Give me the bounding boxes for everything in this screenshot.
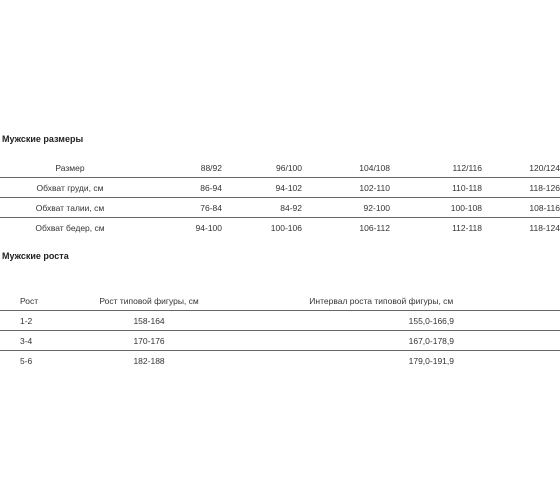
table-cell: 3-4 [0, 331, 96, 351]
table-cell: 110-118 [390, 178, 482, 198]
table-cell: 5-6 [20, 355, 33, 366]
mens-sizes-heading: Мужские размеры [2, 134, 84, 144]
table-cell: 86-94 [140, 178, 222, 198]
table-cell: 96/100 [222, 158, 302, 178]
table-cell: 102-110 [302, 178, 390, 198]
row-label: Обхват бедер, см [35, 222, 105, 233]
table-cell: 112-118 [452, 222, 482, 233]
table-row [0, 178, 560, 198]
table-cell: 108-116 [482, 198, 560, 218]
table-cell: 167,0-178,9 [203, 331, 560, 351]
table-cell: 118-124 [529, 222, 560, 233]
table-row [0, 331, 560, 351]
row-label: Обхват груди, см [0, 178, 140, 198]
column-header: Интервал роста типовой фигуры, см [203, 291, 560, 311]
table-cell: 100-106 [270, 222, 302, 233]
table-cell: 179,0-191,9 [408, 355, 454, 366]
table-cell: 170-176 [96, 331, 203, 351]
table-cell: 112/116 [390, 158, 482, 178]
table-cell: 120/124 [482, 158, 560, 178]
row-label: Обхват талии, см [0, 198, 140, 218]
mens-heights-heading: Мужские роста [2, 251, 69, 261]
table-cell: 182-188 [133, 355, 165, 366]
table-cell: 94-102 [222, 178, 302, 198]
table-row [0, 311, 560, 331]
table-cell: 106-112 [359, 222, 390, 233]
table-cell: 92-100 [302, 198, 390, 218]
table-cell: 158-164 [96, 311, 203, 331]
mens-sizes-table [0, 158, 560, 237]
table-cell: 84-92 [222, 198, 302, 218]
table-row [0, 158, 560, 178]
table-row [0, 198, 560, 218]
table-cell: 94-100 [195, 222, 222, 233]
table-cell: 100-108 [390, 198, 482, 218]
table-cell: 76-84 [140, 198, 222, 218]
table-row [0, 218, 560, 238]
table-cell: 155,0-166,9 [203, 311, 560, 331]
table-header-row [0, 291, 560, 311]
mens-heights-table [0, 291, 560, 370]
column-header: Рост [0, 291, 96, 311]
column-header: Рост типовой фигуры, см [96, 291, 203, 311]
table-cell: 1-2 [0, 311, 96, 331]
table-cell: 118-126 [482, 178, 560, 198]
table-row [0, 351, 560, 371]
row-label: Размер [0, 158, 140, 178]
table-cell: 88/92 [140, 158, 222, 178]
table-cell: 104/108 [302, 158, 390, 178]
